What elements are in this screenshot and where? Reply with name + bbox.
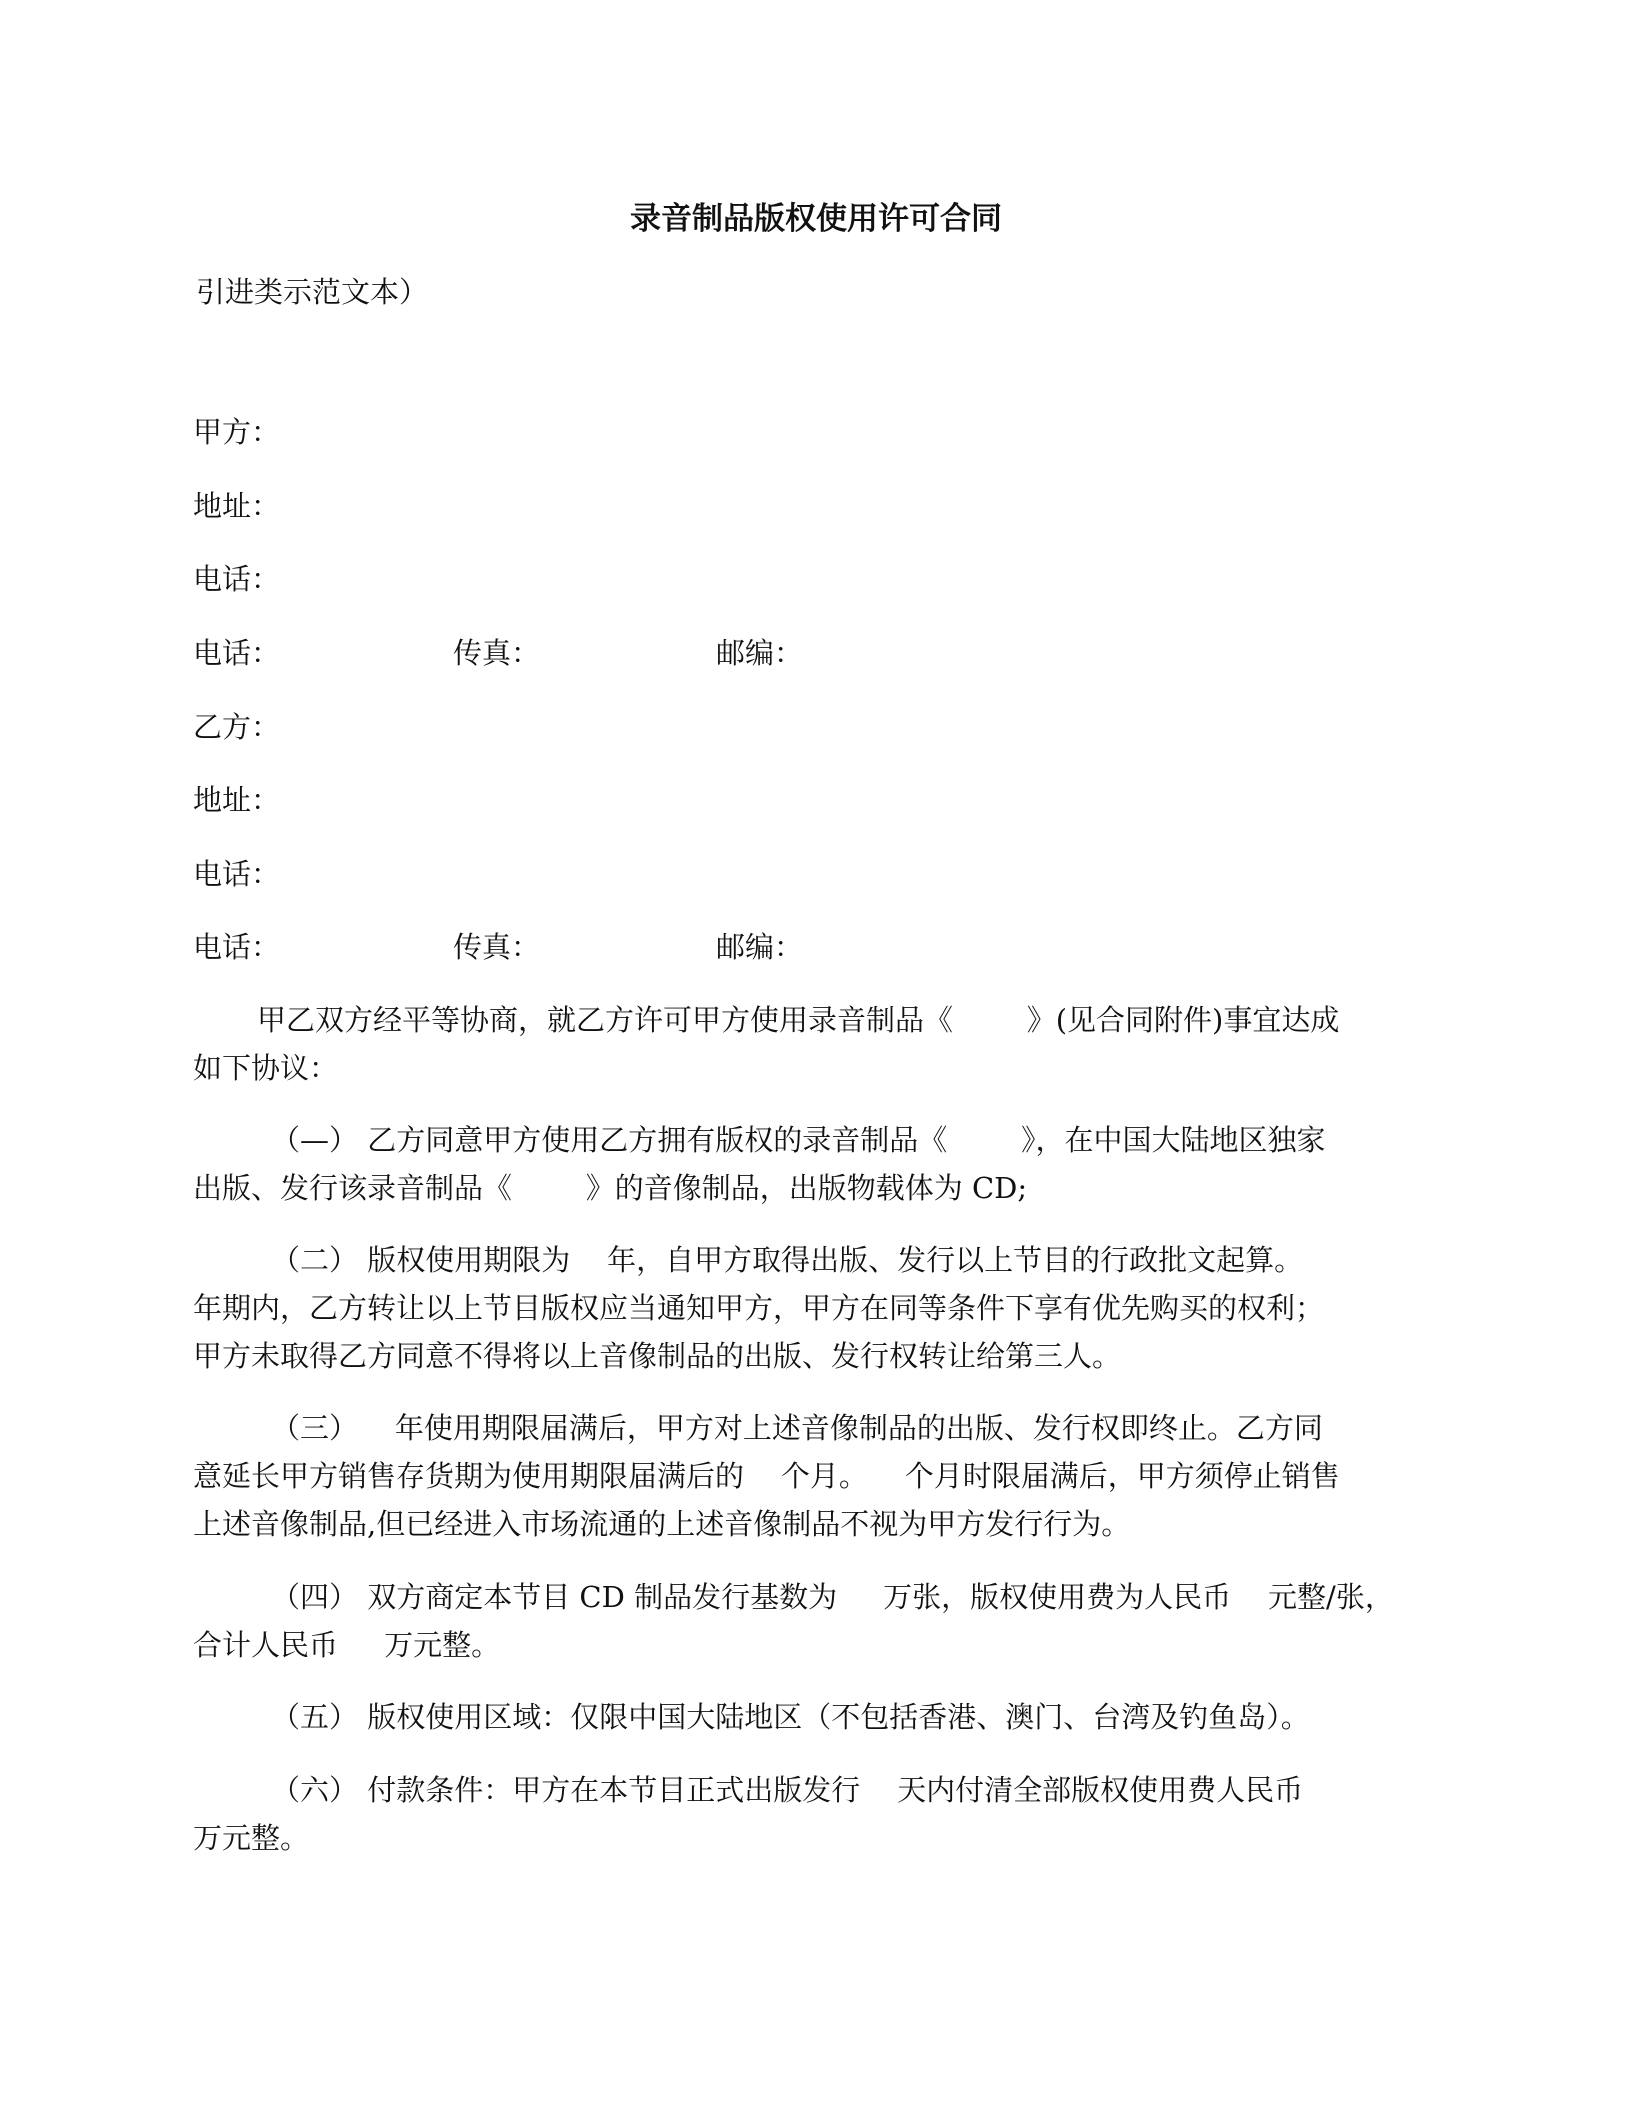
clause-1 [193,1116,1443,1212]
clause-line: （三） 年使用期限届满后，甲方对上述音像制品的出版、发行权即终止。乙方同 [271,1411,1323,1445]
clause-line: （—） 乙方同意甲方使用乙方拥有版权的录音制品《 》，在中国大陆地区独家 [271,1123,1326,1157]
party-b-contact-phone-label: 电话： [193,930,281,964]
intro-line: 甲乙双方经平等协商，就乙方许可甲方使用录音制品《 》(见合同附件)事宜达成 [257,1003,1340,1037]
clause-5 [193,1693,1443,1741]
clause-line: （六） 付款条件：甲方在本节目正式出版发行 天内付清全部版权使用费人民币 [271,1773,1304,1807]
clause-6 [193,1766,1443,1862]
party-a-contact-phone-label: 电话： [193,636,281,670]
clause-line: 上述音像制品,但已经进入市场流通的上述音像制品不视为甲方发行行为。 [193,1507,1131,1541]
clause-line: （四） 双方商定本节目 CD 制品发行基数为 万张，版权使用费为人民币 元整/张， [271,1580,1394,1614]
party-b-postcode-label: 邮编： [716,930,804,964]
party-a-contact-row [193,631,804,672]
clause-3 [193,1404,1443,1548]
party-a-phone-label: 电话： [193,562,281,596]
clause-line: 年期内，乙方转让以上节目版权应当通知甲方，甲方在同等条件下享有优先购买的权利； [193,1291,1325,1325]
party-b-phone-label: 电话： [193,857,281,891]
clause-2 [193,1236,1443,1380]
intro-line: 如下协议： [193,1051,339,1085]
clause-4 [193,1573,1443,1669]
party-b-address-label: 地址： [193,783,281,817]
party-a-postcode-label: 邮编： [716,636,804,670]
clause-line: 出版、发行该录音制品《 》的音像制品，出版物载体为 CD; [193,1171,1028,1205]
party-a-name-label: 甲方： [193,415,281,449]
clause-line: 甲方未取得乙方同意不得将以上音像制品的出版、发行权转让给第三人。 [193,1339,1122,1373]
party-b-name-label: 乙方： [193,710,281,744]
party-b-fax-label: 传真： [453,930,541,964]
party-a-address-label: 地址： [193,489,281,523]
intro-paragraph [193,996,1443,1092]
clause-line: 意延长甲方销售存货期为使用期限届满后的 个月。 个月时限届满后，甲方须停止销售 [193,1459,1340,1493]
clause-line: 合计人民币 万元整。 [193,1628,501,1662]
clause-line: （二） 版权使用期限为 年，自甲方取得出版、发行以上节目的行政批文起算。 [271,1243,1304,1277]
party-b-contact-row [193,925,804,966]
document-subtitle: 引进类示范文本） [196,275,429,309]
document-title: 录音制品版权使用许可合同 [630,201,1002,237]
party-a-fax-label: 传真： [453,636,541,670]
clause-line: （五） 版权使用区域：仅限中国大陆地区（不包括香港、澳门、台湾及钓鱼岛）。 [271,1700,1310,1734]
clause-line: 万元整。 [193,1821,310,1855]
